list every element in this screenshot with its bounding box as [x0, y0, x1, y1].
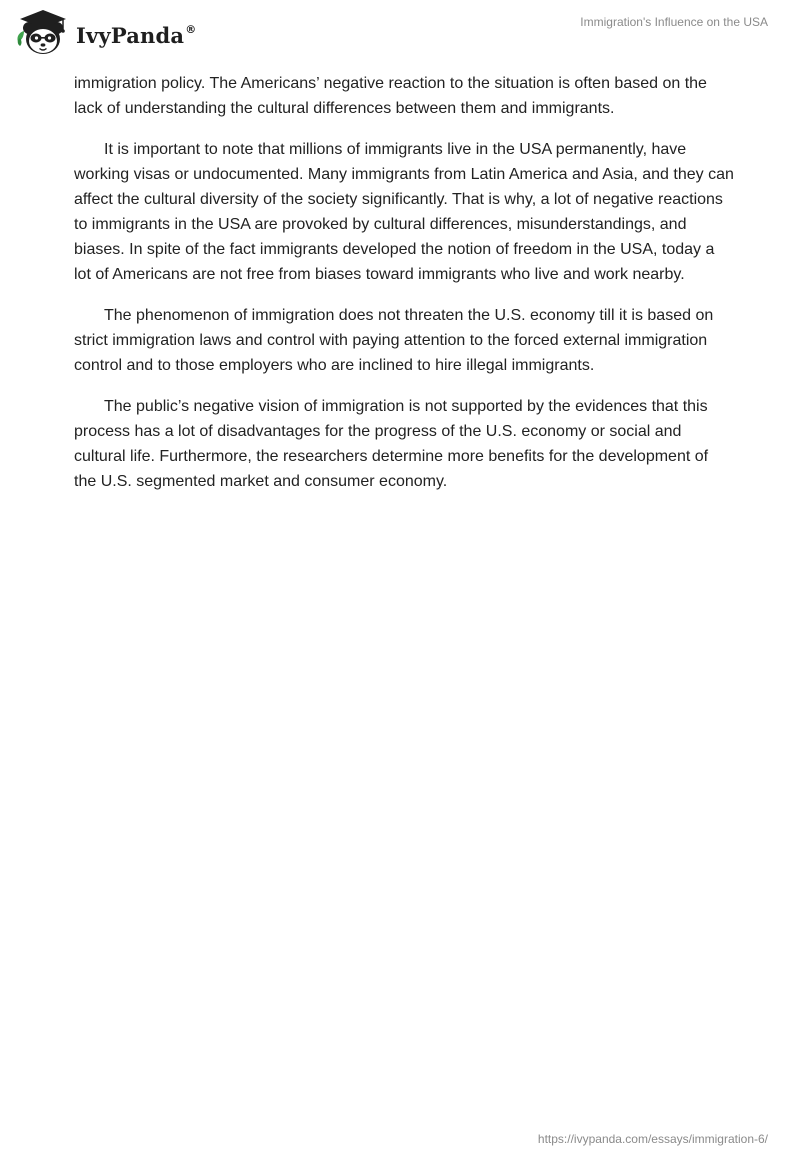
- ivypanda-logo[interactable]: [14, 8, 196, 60]
- paragraph: The public’s negative vision of immigration is not supported by the evidences that this process has a lot of disadvantages for the progress of the U.S. economy or social and cultural life. Furthermore, the researchers determine more benefits for the development of the U.S. segmented market and consumer economy.: [74, 398, 709, 490]
- brand-name: IvyPanda®: [76, 22, 197, 48]
- paragraph: The phenomenon of immigration does not threaten the U.S. economy till it is based on strict immigration laws and control with paying attention to the forced external immigration control and to those employers who are inclined to hire illegal immigrants.: [74, 307, 714, 374]
- page-header: [0, 0, 800, 70]
- essay-body: [74, 71, 734, 510]
- paragraph: immigration policy. The Americans’ negative reaction to the situation is often based on the lack of understanding the cultural differences between them and immigrants.: [74, 75, 707, 117]
- panda-graduation-cap-logo-icon: [14, 8, 72, 60]
- registered-mark: ®: [185, 22, 197, 36]
- source-url-link[interactable]: https://ivypanda.com/essays/immigration-6/: [537, 1132, 768, 1146]
- paragraph: It is important to note that millions of immigrants live in the USA permanently, have working visas or undocumented. Many immigrants from Latin America and Asia, and they can affect the cultural diversity of the society significantly. That is why, a lot of negative reactions to immigrants in the USA are provoked by cultural differences, misunderstandings, and biases. In spite of the fact immigrants developed the notion of freedom in the USA, today a lot of Americans are not free from biases toward immigrants who live and work nearby.: [74, 141, 734, 283]
- essay-title: Immigration's Influence on the USA: [580, 15, 768, 29]
